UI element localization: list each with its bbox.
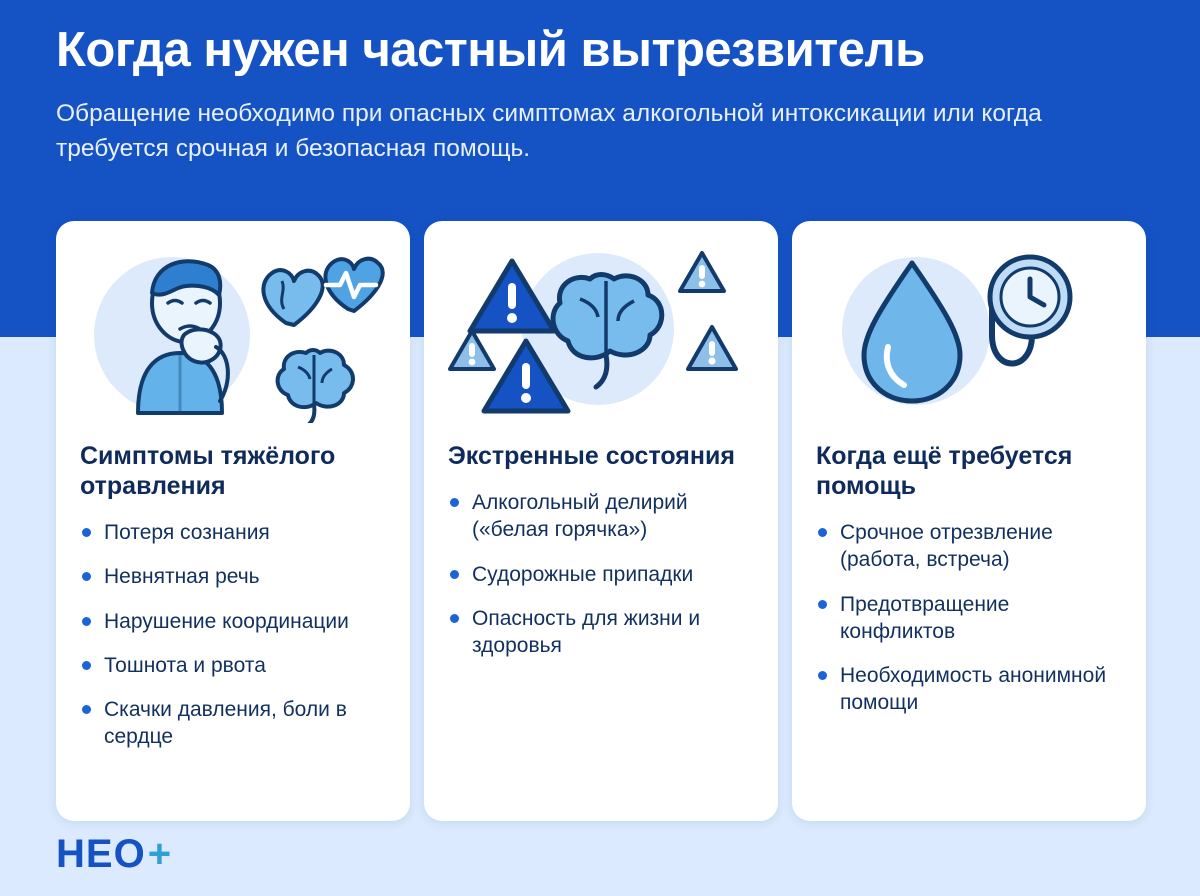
- list-item: Алкогольный делирий («белая горячка»): [448, 489, 754, 544]
- card-severe-poisoning: [56, 221, 410, 821]
- list-item: Необходимость анонимной помощи: [816, 662, 1122, 717]
- warning-triangle-small-icon: [688, 327, 736, 369]
- warning-triangle-small-icon: [450, 331, 494, 369]
- card-bullet-list: [816, 519, 1122, 734]
- heartbeat-icon: [325, 259, 382, 311]
- page-subtitle: Обращение необходимо при опасных симптомах алкогольной интоксикации или когда требуется срочная и безопасная помощь.: [56, 99, 1042, 163]
- clock-icon: [990, 257, 1070, 337]
- illustration-severe-poisoning: [80, 243, 386, 423]
- brand-logo: [56, 834, 171, 874]
- card-emergency-states: [424, 221, 778, 821]
- card-title: Когда ещё требуется помощь: [816, 442, 1073, 500]
- logo-plus-icon: +: [147, 832, 172, 876]
- cards-row: [56, 221, 1146, 821]
- list-item: Срочное отрезвление (работа, встреча): [816, 519, 1122, 574]
- page-title: Когда нужен частный вытрезвитель: [56, 23, 925, 77]
- list-item: Предотвращение конфликтов: [816, 591, 1122, 646]
- card-bullet-list: [448, 489, 754, 676]
- card-title: Экстренные состояния: [448, 442, 735, 470]
- card-bullet-list: [80, 519, 386, 768]
- illustration-emergency-states: [448, 243, 754, 423]
- list-item: Нарушение координации: [80, 608, 386, 635]
- card-title: Симптомы тяжёлого отравления: [80, 442, 336, 500]
- warning-triangle-small-icon: [680, 253, 724, 291]
- heart-icon: [263, 270, 322, 325]
- list-item: Невнятная речь: [80, 563, 386, 590]
- logo-text: НЕО: [56, 832, 146, 876]
- list-item: Тошнота и рвота: [80, 652, 386, 679]
- list-item: Судорожные припадки: [448, 561, 754, 588]
- list-item: Потеря сознания: [80, 519, 386, 546]
- card-when-else-help: [792, 221, 1146, 821]
- illustration-when-else-help: [816, 243, 1122, 423]
- list-item: Опасность для жизни и здоровья: [448, 605, 754, 660]
- list-item: Скачки давления, боли в сердце: [80, 696, 386, 751]
- brain-icon: [278, 350, 353, 423]
